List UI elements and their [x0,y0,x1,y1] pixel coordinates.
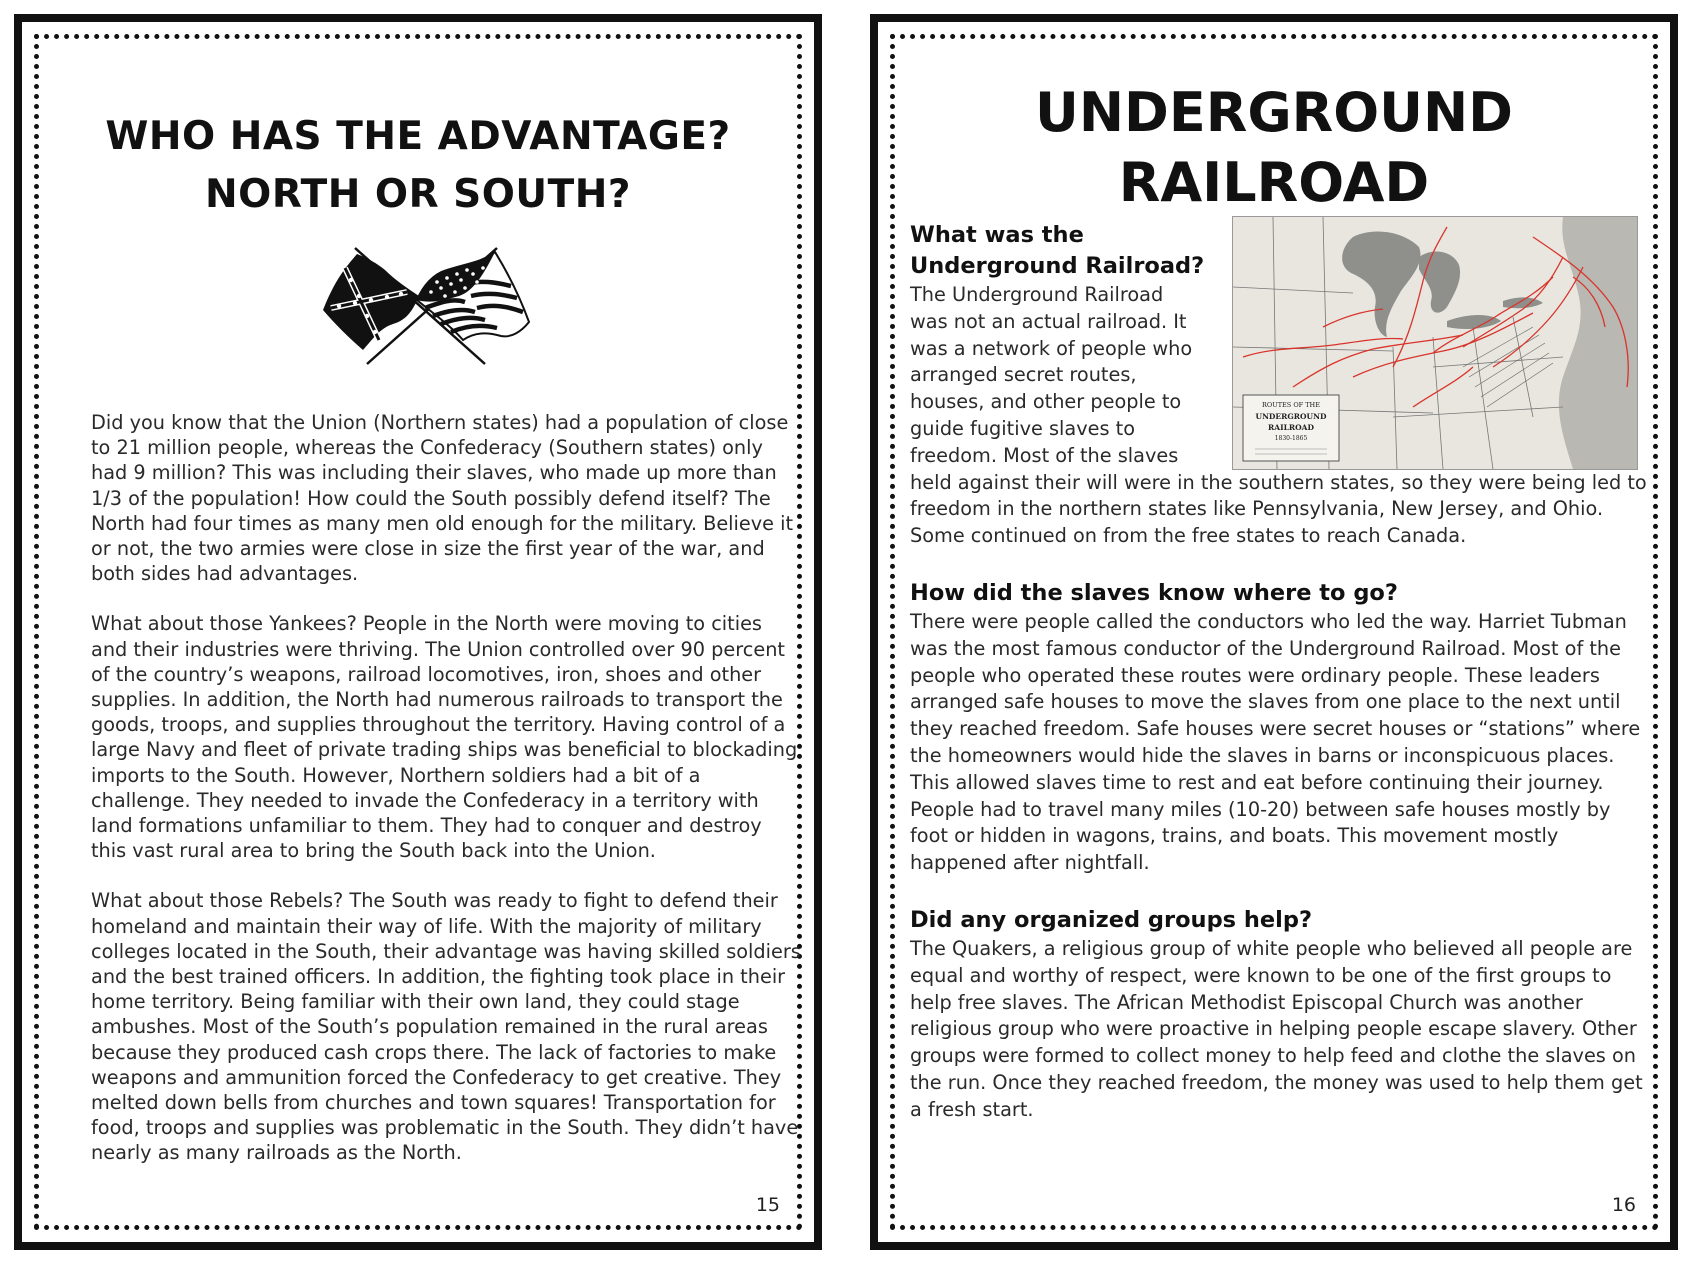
text-line: arranged secret routes, [910,363,1137,387]
section-heading: Did any organized groups help? [910,906,1313,933]
text-line: was a network of people who [910,336,1193,360]
page-title [878,78,1670,218]
title-line: NORTH OR SOUTH? [205,172,631,217]
intro-text [910,282,1230,470]
article-body [91,410,801,1191]
paragraph: held against their will were in the southern states, so they were being led to freedom in the northern states like Pennsylvania, New Jersey, and Ohio. Some continued on from the free states to reach Canada. [910,470,1647,548]
paragraph: What about those Yankees? People in the North were moving to cities and their industries were thriving. The Union controlled over 90 percent of the country’s weapons, railroad locomotives, iron, shoes and other supplies. In addition, the North had numerous railroads to transport the goods, troops, and supplies throughout the territory. Having control of a large Navy and fleet of private trading ships was beneficial to blockading imports to the South. However, Northern soldiers had a bit of a challenge. They needed to invade the Confederacy in a territory with land formations unfamiliar to them. They had to conquer and destroy this vast rural area to bring the South back into the Union. [91,612,798,863]
paragraph: What about those Rebels? The South was ready to fight to defend their homeland and maintain their way of life. With the majority of military colleges located in the South, their advantage was having skilled soldiers and the best trained officers. In addition, the fighting took place in their home territory. Being familiar with their own land, they could stage ambushes. Most of the South’s population remained in the rural areas because they produced cash crops there. The lack of factories to make weapons and ammunition forced the Confederacy to get creative. They melted down bells from churches and town squares! Transportation for food, troops and supplies was problematic in the South. They didn’t have nearly as many railroads as the North. [91,889,801,1165]
section-heading: How did the slaves know where to go? [910,579,1398,606]
worksheet-page-left [14,14,822,1250]
text-line: The Underground Railroad [910,283,1164,306]
title-line: UNDERGROUND [1034,81,1513,144]
page-number: 15 [755,1194,780,1216]
text-line: guide fugitive slaves to [910,416,1135,440]
paragraph: Did you know that the Union (Northern states) had a population of close to 21 million people, whereas the Confederacy (Southern states) only had 9 million? This was including their slaves, who made up more than 1/3 of the population! How could the South possibly defend itself? The North had four times as many men old enough for the military. Believe it or not, the two armies were close in size the first year of the war, and both sides had advantages. [91,411,794,586]
worksheet-page-right [870,14,1678,1250]
section-heading [910,220,1230,282]
paragraph: There were people called the conductors who led the way. Harriet Tubman was the most famous conductor of the Underground Railroad. Most of the people who operated these routes were ordinary people. These leaders arranged safe houses to move the slaves from one place to the next until they reached freedom. Safe houses were secret houses or “stations” where the homeowners would hide the slaves in barns or inconspicuous places. This allowed slaves time to rest and eat before continuing their journey. People had to travel many miles (10-20) between safe houses mostly by foot or hidden in wagons, trains, and boats. This movement mostly happened after nightfall. [910,609,1641,875]
crossed-flags-icon [315,240,537,370]
title-line: WHO HAS THE ADVANTAGE? [105,114,731,159]
paragraph: The Quakers, a religious group of white people who believed all people are equal and worthy of respect, were known to be one of the first groups to help free slaves. The African Methodist Episcopal Church was another religious group who were proactive in helping people escape slavery. Other groups were formed to collect money to help feed and clothe the slaves on the run. Once they reached freedom, the money was used to help them get a fresh start. [910,936,1643,1121]
text-line: freedom. Most of the slaves [910,443,1179,467]
title-line: RAILROAD [1118,151,1430,214]
page-title [22,108,814,224]
text-line: houses, and other people to [910,390,1182,414]
map-label-line: RAILROAD [1268,423,1314,432]
section-what-was [910,220,1230,470]
article-body [910,220,1652,1124]
heading-line: What was the [910,222,1084,248]
page-number: 16 [1611,1194,1636,1216]
text-line: was not an actual railroad. It [910,309,1187,333]
map-label-line: 1830-1865 [1274,435,1308,442]
heading-line: Underground Railroad? [910,253,1205,279]
map-label-line: UNDERGROUND [1255,412,1327,421]
map-label-line: ROUTES OF THE [1262,401,1320,409]
